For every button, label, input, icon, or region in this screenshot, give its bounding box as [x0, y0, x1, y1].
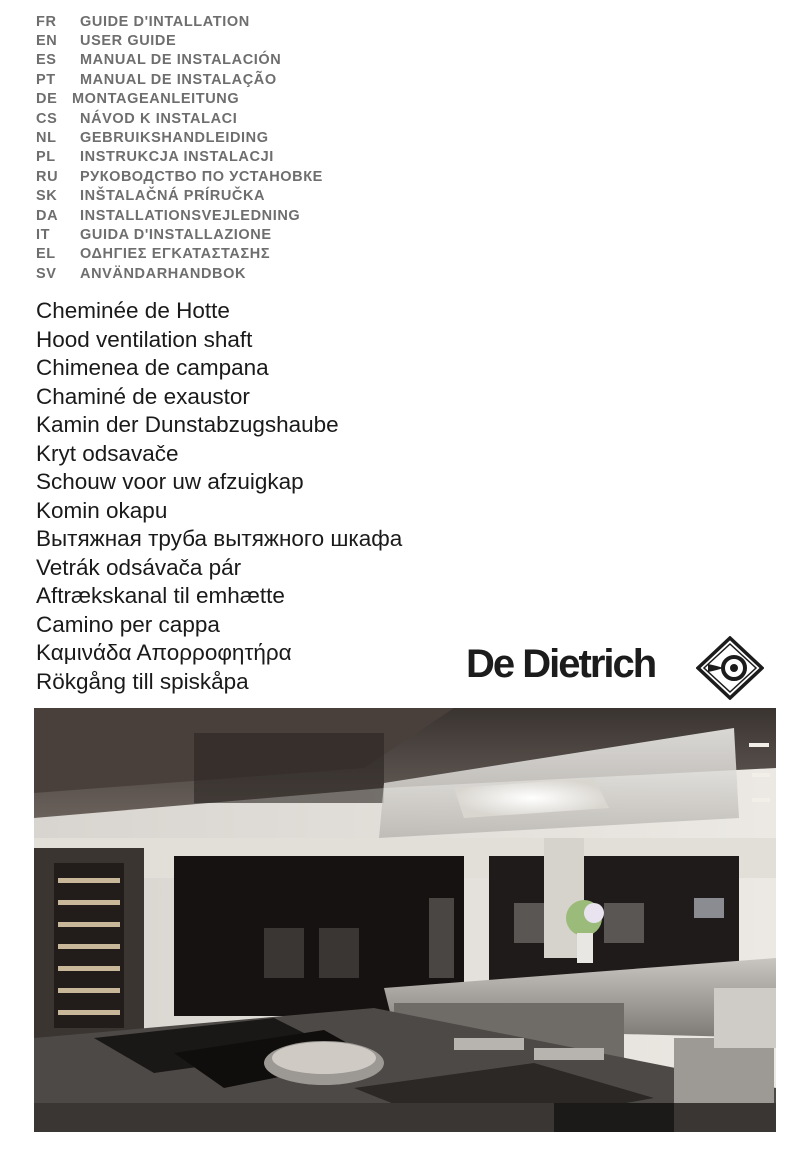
product-title-en: Hood ventilation shaft	[36, 326, 253, 352]
product-title-list	[36, 297, 476, 696]
language-code: EL	[36, 246, 56, 263]
product-title-sv: Rökgång till spiskåpa	[36, 668, 249, 694]
language-title: MANUAL DE INSTALAÇÃO	[80, 71, 277, 88]
language-row-cs	[36, 109, 456, 128]
kitchen-photo	[34, 708, 776, 1132]
product-title-el: Καμινάδα Απορροφητήρα	[36, 640, 292, 665]
language-code: DA	[36, 207, 59, 224]
language-row-sv	[36, 264, 456, 283]
language-row-el	[36, 245, 456, 264]
language-row-da	[36, 206, 456, 225]
language-row-fr	[36, 12, 456, 31]
language-title: MANUAL DE INSTALACIÓN	[80, 52, 282, 69]
language-code: PL	[36, 149, 56, 166]
product-title-cs: Kryt odsavače	[36, 440, 179, 466]
language-code: RU	[36, 168, 59, 185]
language-code: NL	[36, 130, 57, 147]
language-row-ru	[36, 167, 456, 186]
product-title-ru: Вытяжная труба вытяжного шкафа	[36, 526, 403, 551]
product-title-da: Aftrækskanal til emhætte	[36, 583, 285, 608]
language-code: FR	[36, 13, 57, 30]
product-title-fr: Cheminée de Hotte	[36, 298, 230, 323]
language-title: NÁVOD K INSTALACI	[80, 110, 238, 127]
language-row-es	[36, 51, 456, 70]
language-title: MONTAGEANLEITUNG	[72, 91, 240, 108]
language-list	[36, 12, 456, 283]
language-row-pl	[36, 148, 456, 167]
brand-name: De Dietrich	[466, 642, 656, 686]
language-row-pt	[36, 70, 456, 89]
language-title: ANVÄNDARHANDBOK	[80, 265, 247, 282]
language-title: GUIDA D'INSTALLAZIONE	[80, 226, 272, 243]
product-title-es: Chimenea de campana	[36, 355, 269, 380]
language-code: DE	[36, 91, 58, 108]
product-title-pl: Komin okapu	[36, 497, 168, 523]
language-code: SV	[36, 265, 57, 282]
language-title: INSTRUKCJA INSTALACJI	[80, 149, 274, 166]
language-title: GUIDE D'INTALLATION	[80, 13, 250, 30]
language-code: PT	[36, 71, 56, 88]
language-code: IT	[36, 226, 51, 243]
product-title-sk: Vetrák odsávača pár	[36, 554, 242, 580]
language-row-en	[36, 31, 456, 50]
product-title-nl: Schouw voor uw afzuigkap	[36, 469, 304, 494]
language-row-de	[36, 90, 456, 109]
product-title-de: Kamin der Dunstabzugshaube	[36, 412, 339, 437]
language-code: SK	[36, 188, 58, 205]
language-row-sk	[36, 187, 456, 206]
brand-horn-emblem-icon	[696, 636, 764, 700]
language-title: РУКОВОДСТВО ПО УСТАНОВКЕ	[80, 168, 323, 185]
language-title: USER GUIDE	[80, 33, 177, 50]
language-row-it	[36, 225, 456, 244]
language-code: EN	[36, 33, 58, 50]
language-row-nl	[36, 128, 456, 147]
language-code: CS	[36, 110, 58, 127]
product-title-pt: Chaminé de exaustor	[36, 383, 250, 409]
product-title-it: Camino per cappa	[36, 611, 220, 637]
language-title: INŠTALAČNÁ PRÍRUČKA	[80, 188, 266, 205]
language-code: ES	[36, 52, 57, 69]
language-title: ΟΔΗΓΙΕΣ ΕΓΚΑΤΑΣΤΑΣΗΣ	[80, 246, 271, 263]
language-title: INSTALLATIONSVEJLEDNING	[80, 207, 301, 224]
brand-logo-block	[466, 636, 766, 700]
language-title: GEBRUIKSHANDLEIDING	[80, 130, 269, 147]
